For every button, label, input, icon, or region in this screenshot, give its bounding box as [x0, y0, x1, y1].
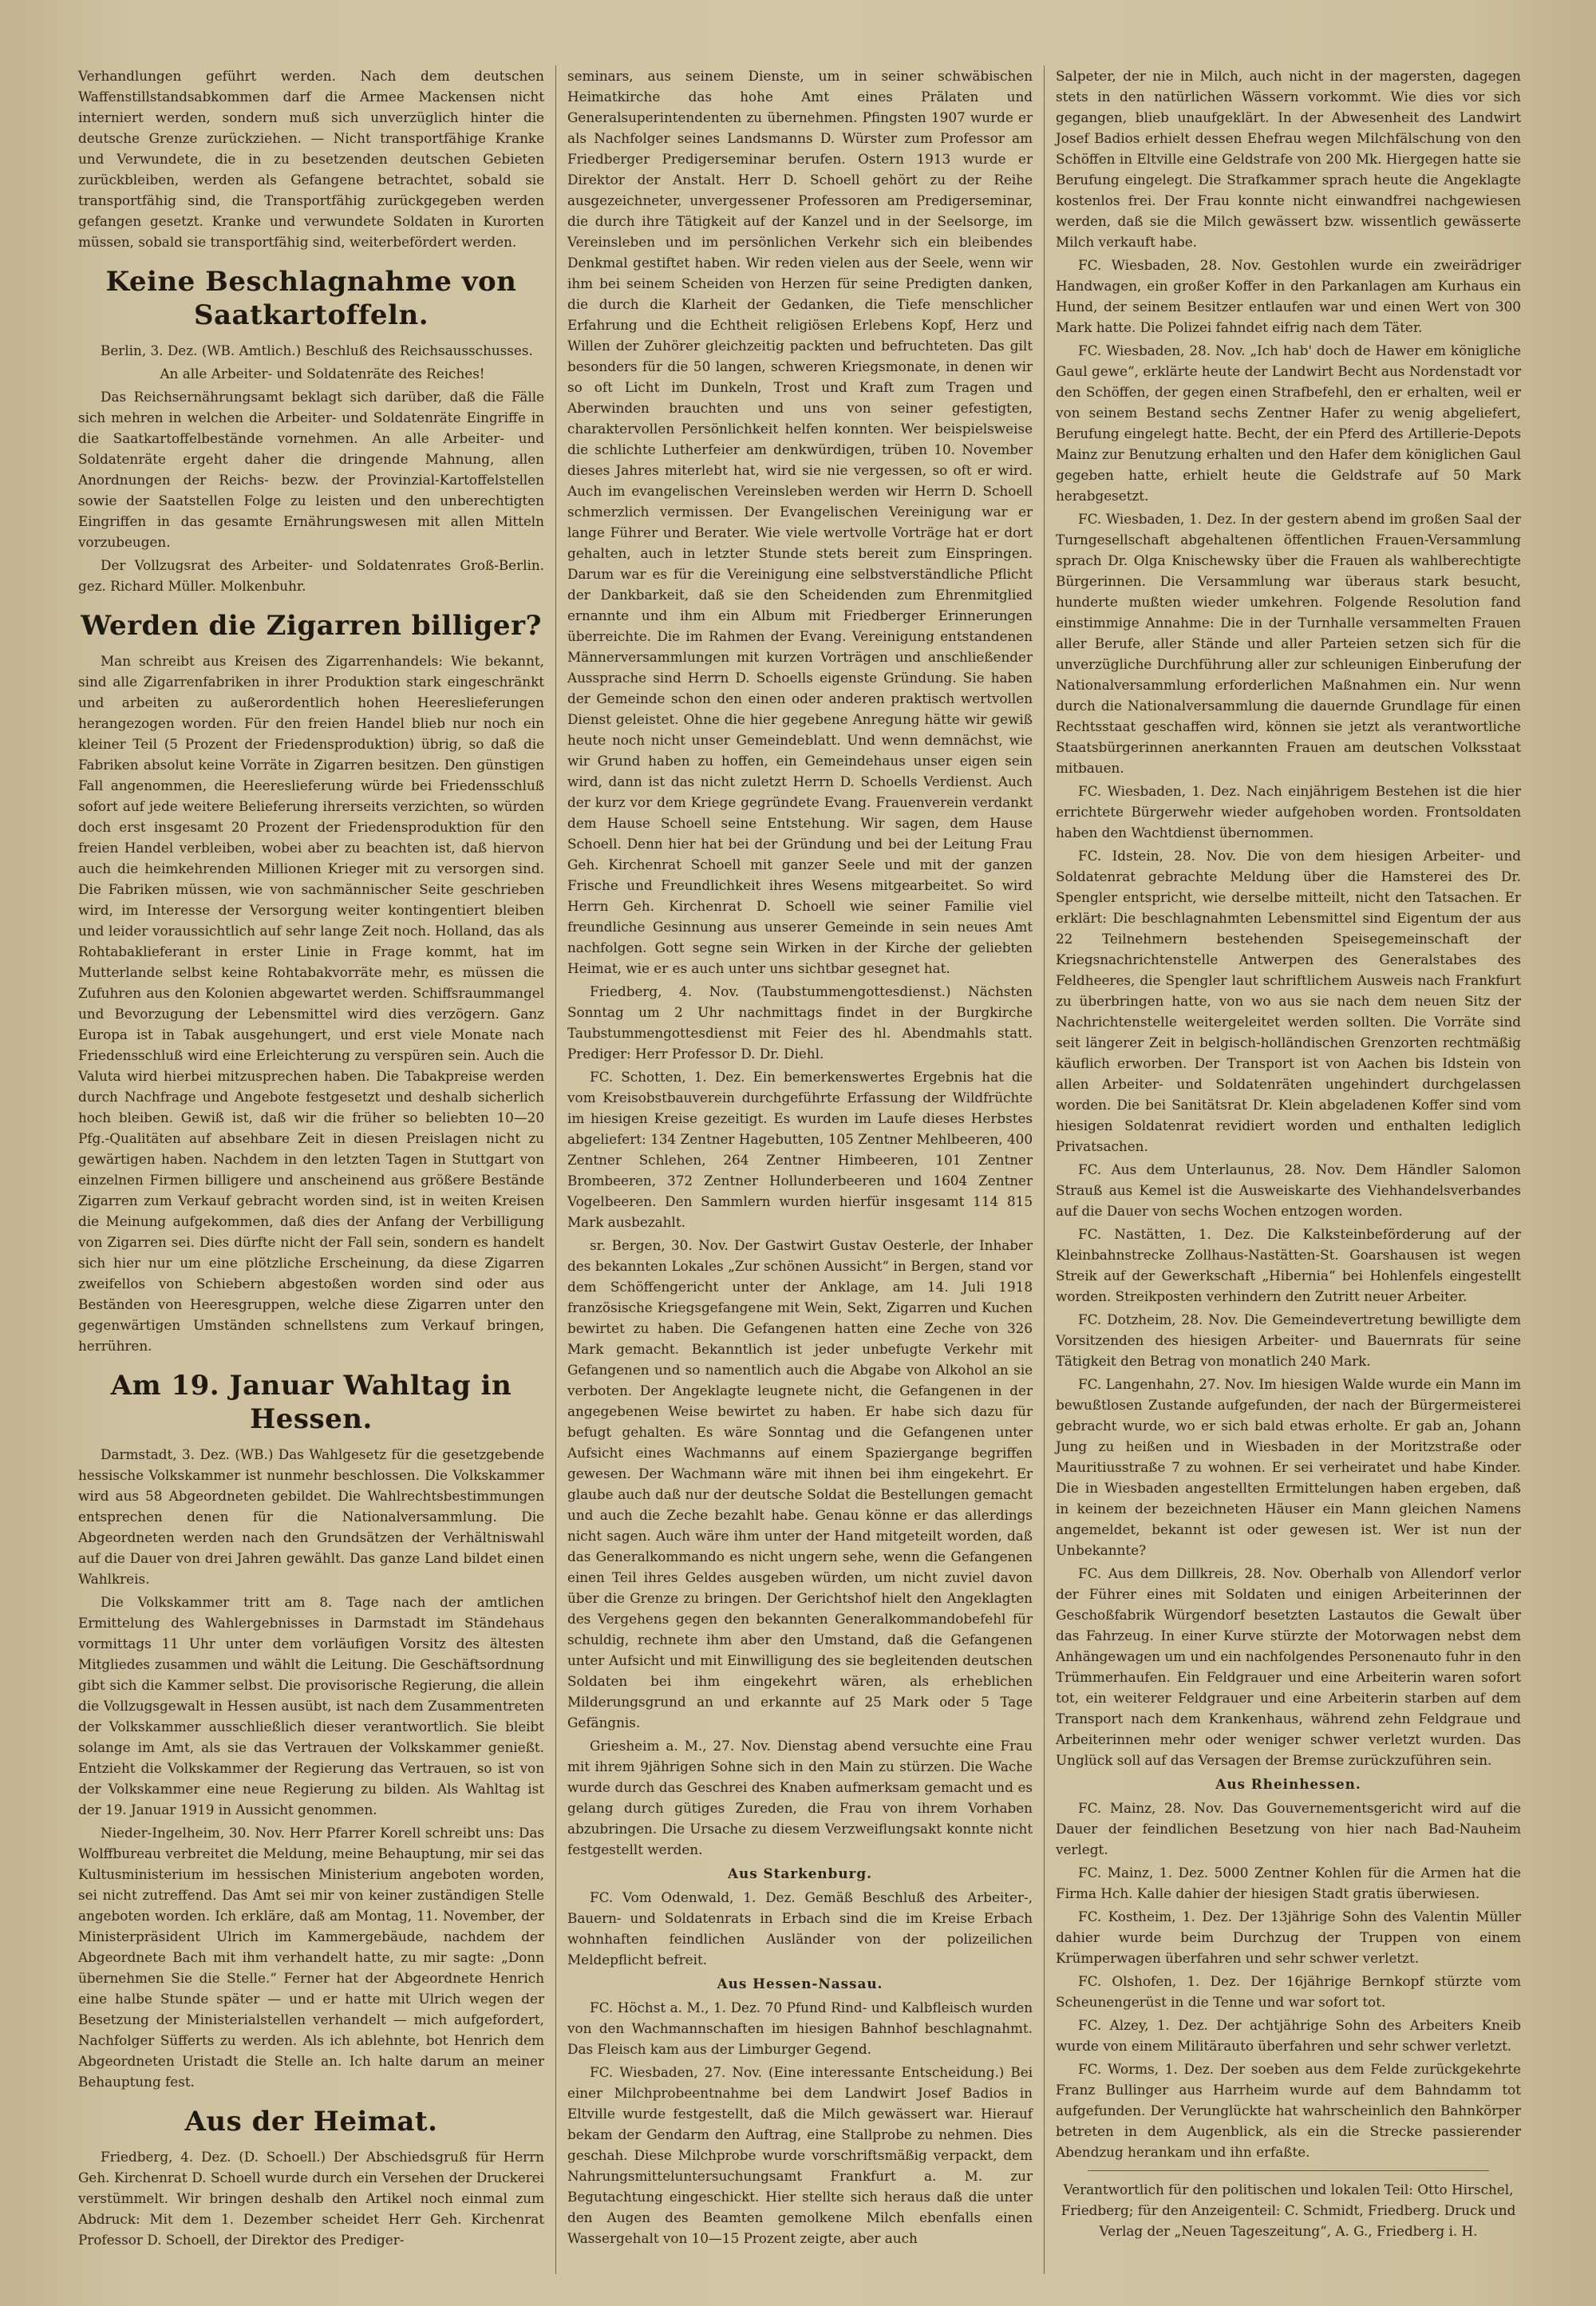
article-paragraph: Berlin, 3. Dez. (WB. Amtlich.) Beschluß des Reichsausschusses.: [101, 342, 533, 358]
article-paragraph: FC. Olshofen, 1. Dez. Der 16jährige Bernkopf stürzte vom Scheunengerüst in die Tenne und war sofort tot.: [1056, 1973, 1521, 2010]
headline-heimat: Aus der Heimat.: [184, 2106, 438, 2138]
column-3: [1044, 65, 1532, 2274]
article-paragraph: FC. Alzey, 1. Dez. Der achtjährige Sohn des Arbeiters Kneib wurde von einem Militärauto überfahren und sehr schwer verletzt.: [1056, 2017, 1521, 2054]
article-paragraph: Griesheim a. M., 27. Nov. Dienstag abend versuchte eine Frau mit ihrem 9jährigen Sohne sich in den Main zu stürzen. Die Wache wurde durch das Geschrei des Knaben aufmerksam gemacht und es gelang durch gütiges Zureden, die Frau von ihrem Vorhaben abzubringen. Die Ursache zu diesem Verzweiflungsakt konnte nicht festgestellt werden.: [567, 1738, 1033, 1857]
article-paragraph: FC. Höchst a. M., 1. Dez. 70 Pfund Rind- und Kalbfleisch wurden von den Wachmannschaften im hiesigen Bahnhof beschlagnahmt. Das Fleisch kam aus der Limburger Gegend.: [567, 1999, 1033, 2057]
imprint-footer: Verantwortlich für den politischen und lokalen Teil: Otto Hirschel, Friedberg; für den Anzeigenteil: C. Schmidt, Friedberg. Druck und Verlag der „Neuen Tageszeitung“, A. G., Friedberg i. H.: [1061, 2181, 1516, 2239]
article-paragraph: FC. Aus dem Unterlaunus, 28. Nov. Dem Händler Salomon Strauß aus Kemel ist die Ausweiskarte des Viehhandelsverbandes auf die Dauer von sechs Wochen entzogen worden.: [1056, 1161, 1521, 1219]
article-paragraph: An alle Arbeiter- und Soldatenräte des Reiches!: [160, 366, 485, 382]
headline-zigarren: Werden die Zigarren billiger?: [81, 610, 542, 642]
article-paragraph: seminars, aus seinem Dienste, um in seiner schwäbischen Heimatkirche das hohe Amt eines Prälaten und Generalsuperintendenten zu übernehmen. Pfingsten 1907 wurde er als Nachfolger seines Landsmanns D. Würster zum Professor am Friedberger Predigerseminar berufen. Ostern 1913 wurde er Direktor der Anstalt. Herr D. Schoell gehört zu der Reihe ausgezeichneter, unvergessener Professoren am Predigerseminar, die durch ihre Tätigkeit auf der Kanzel und in der Seelsorge, im Vereinsleben und im persönlichen Verkehr sich ein bleibendes Denkmal gestiftet haben. Wir reden vielen aus der Seele, wenn wir ihm bei seinem Scheiden von Herzen für seine Predigten danken, die durch die Klarheit der Gedanken, die Tiefe menschlicher Erfahrung und die Echtheit religiösen Erlebens Kopf, Herz und Willen der Zuhörer gleichzeitig packten und befruchteten. Das gilt besonders für die 50 langen, schweren Kriegsmonate, in denen wir so oft Licht im Dunkeln, Trost und Kraft zum Tragen und Aberwinden brauchten und uns von seiner gefestigten, charaktervollen Persönlichkeit helfen konnten. Wer beispielsweise die schlichte Lutherfeier am denkwürdigen, trüben 10. November dieses Jahres miterlebt hat, wird sie nie vergessen, so oft er wird. Auch im evangelischen Vereinsleben werden wir Herrn D. Schoell schmerzlich vermissen. Der Evangelischen Vereinigung war er lange Führer und Berater. Wie viele wertvolle Vorträge hat er dort gehalten, auch in letzter Stunde stets bereit zum Einspringen. Darum war es für die Vereinigung eine selbstverständliche Pflicht der Dankbarkeit, daß sie den Scheidenden zum Ehrenmitglied ernannte und ihm ein Album mit Friedberger Erinnerungen überreichte. Die im Rahmen der Evang. Vereinigung entstandenen Männerversammlungen mit kurzen Vorträgen und anschließender Aussprache sind Herrn D. Schoells eigenste Gründung. Sie haben der Gemeinde schon den einen oder anderen praktisch wertvollen Dienst geleistet. Ohne die hier gegebene Anregung hätte wir gewiß heute noch nicht unser Gemeindeblatt. Und wenn demnächst, wie wir Grund haben zu hoffen, ein Gemeindehaus unser eigen sein wird, dann ist das nicht zuletzt Herrn D. Schoells Verdienst. Auch der kurz vor dem Kriege gegründete Evang. Frauenverein verdankt dem Hause Schoell seine Entstehung. Wir sagen, dem Hause Schoell. Denn hier hat bei der Gründung und bei der Leitung Frau Geh. Kirchenrat Schoell mit ganzer Seele und mit der ganzen Frische und Freundlichkeit ihres Wesens mitgearbeitet. So wird Herrn Geh. Kirchenrat D. Schoell wie seiner Familie viel freundliche Gesinnung aus unserer Gemeinde in sein neues Amt nachfolgen. Gott segne sein Wirken in der Kirche der geliebten Heimat, wie er es auch unter uns sichtbar gesegnet hat.: [567, 68, 1033, 976]
article-paragraph: FC. Mainz, 1. Dez. 5000 Zentner Kohlen für die Armen hat die Firma Hch. Kalle dahier der hiesigen Stadt gratis überwiesen.: [1056, 1865, 1521, 1901]
article-paragraph: Friedberg, 4. Nov. (Taubstummengottesdienst.) Nächsten Sonntag um 2 Uhr nachmittags findet in der Burgkirche Taubstummengottesdienst mit Feier des hl. Abendmahls statt. Prediger: Herr Professor D. Dr. Diehl.: [567, 983, 1033, 1062]
article-paragraph: Verhandlungen geführt werden. Nach dem deutschen Waffenstillstandsabkommen darf die Armee Mackensen nicht interniert werden, sondern muß sich unverzüglich hinter die deutsche Grenze zurückziehen. — Nicht transportfähige Kranke und Verwundete, die in zu besetzenden deutschen Gebieten zurückbleiben, werden als Gefangene betrachtet, sobald sie transportfähig sind, die Transportfähig zurückgegeben werden gefangen gesetzt. Kranke und verwundete Soldaten in Kurorten müssen, sobald sie transportfähig sind, weiterbefördert werden.: [78, 68, 544, 250]
article-paragraph: Friedberg, 4. Dez. (D. Schoell.) Der Abschiedsgruß für Herrn Geh. Kirchenrat D. Schoell wurde durch ein Versehen der Druckerei verstümmelt. Wir bringen deshalb den Artikel noch einmal zum Abdruck: Mit dem 1. Dezember scheidet Herr Geh. Kirchenrat Professor D. Schoell, der Direktor des Prediger-: [78, 2149, 544, 2248]
article-paragraph: FC. Idstein, 28. Nov. Die von dem hiesigen Arbeiter- und Soldatenrat gebrachte Meldung über die Hamsterei des Dr. Spengler entspricht, wie derselbe mitteilt, nicht den Tatsachen. Er erklärt: Die beschlagnahmten Lebensmittel sind Eigentum der aus 22 Teilnehmern bestehenden Speisegemeinschaft der Kriegsnachrichtenstelle Antwerpen des Generalstabes des Feldheeres, die Spengler laut schriftlichem Ausweis nach Frankfurt zu überbringen hatte, von wo aus sie nach dem neuen Sitz der Nachrichtenstelle weitergeleitet werden sollten. Die Vorräte sind seit längerer Zeit in belgisch-holländischen Grenzorten rechtmäßig käuflich erworben. Der Transport ist von Aachen bis Idstein von allen Arbeiter- und Soldatenräten ungehindert durchgelassen worden. Die bei Sanitätsrat Dr. Klein abgeladenen Koffer sind vom hiesigen Soldatenrat revidiert worden und enthalten lediglich Privatsachen.: [1056, 848, 1521, 1154]
section-heading-starkenburg: Aus Starkenburg.: [728, 1865, 872, 1881]
article-paragraph: FC. Worms, 1. Dez. Der soeben aus dem Felde zurückgekehrte Franz Bullinger aus Harrheim wurde auf dem Bahndamm tot aufgefunden. Der Verunglückte hat wahrscheinlich den Bahnkörper betreten in dem Augenblick, als ein die Strecke passierender Abendzug herankam und ihn erfaßte.: [1056, 2061, 1521, 2160]
article-paragraph: FC. Kostheim, 1. Dez. Der 13jährige Sohn des Valentin Müller dahier wurde beim Durchzug der Truppen von einem Krümperwagen überfahren und sehr schwer verletzt.: [1056, 1908, 1521, 1966]
article-paragraph: Die Volkskammer tritt am 8. Tage nach der amtlichen Ermittelung des Wahlergebnisses in Darmstadt im Ständehaus vormittags 11 Uhr unter dem vorläufigen Vorsitz des ältesten Mitgliedes zusammen und wählt die Leitung. Die Geschäftsordnung gibt sich die Kammer selbst. Die provisorische Regierung, die allein die Vollzugsgewalt in Hessen ausübt, ist nach dem Zusammentreten der Volkskammer ausschließlich dieser verantwortlich. Sie bleibt solange im Amt, als sie das Vertrauen der Volkskammer genießt. Entzieht die Volkskammer der Regierung das Vertrauen, so ist von der Volkskammer eine neue Regierung zu bilden. Als Wahltag ist der 19. Januar 1919 in Aussicht genommen.: [78, 1594, 544, 1818]
article-paragraph: FC. Dotzheim, 28. Nov. Die Gemeindevertretung bewilligte dem Vorsitzenden des hiesigen Arbeiter- und Bauernrats für seine Tätigkeit den Betrag von monatlich 240 Mark.: [1056, 1311, 1521, 1369]
headline-saatkartoffeln: Keine Beschlagnahme von Saatkartoffeln.: [105, 266, 517, 331]
article-paragraph: Man schreibt aus Kreisen des Zigarrenhandels: Wie bekannt, sind alle Zigarrenfabriken in ihrer Produktion stark eingeschränkt und arbeiten zu außerordentlich hohen Heereslieferungen herangezogen worden. Für den freien Handel blieb nur noch ein kleiner Teil (5 Prozent der Friedensproduktion) übrig, so daß die Fabriken absolut keine Vorräte in Zigarren besitzen. Den günstigen Fall angenommen, die Heereslieferung würde bei Friedensschluß sofort auf jede weitere Belieferung ihrerseits verzichten, so würden doch erst insgesamt 20 Prozent der Friedensproduktion für den freien Handel verbleiben, wobei aber zu beachten ist, daß hiervon auch die heimkehrenden Millionen Krieger mit zu versorgen sind. Die Fabriken müssen, wie von sachmännischer Seite geschrieben wird, im Interesse der Versorgung weiter kontingentiert bleiben und leider voraussichtlich auf sehr lange Zeit noch. Holland, das als Rohtabaklieferant in erster Linie in Frage kommt, hat im Mutterlande selbst keine Rohtabakvorräte mehr, es müssen die Zufuhren aus den Kolonien abgewartet werden. Schiffsraummangel und Bevorzugung der Lebensmittel wird dies verzögern. Ganz Europa ist in Tabak ausgehungert, und erst viele Monate nach Friedensschluß wird eine Erleichterung zu verspüren sein. Auch die Valuta wird hierbei mitzusprechen haben. Die Tabakpreise werden durch Nachfrage und Angebote festgesetzt und deshalb sicherlich hoch bleiben. Gewiß ist, daß wir die früher so beliebten 10—20 Pfg.-Qualitäten auf absehbare Zeit in diesen Preislagen nicht zu gewärtigen haben. Nachdem in den letzten Tagen in Stuttgart von einzelnen Firmen billigere und anscheinend aus größere Bestände Zigarren zum Verkauf gebracht worden sind, ist in weiten Kreisen die Meinung aufgekommen, daß dies der Anfang der Verbilligung von Zigarren sei. Dies dürfte nicht der Fall sein, sondern es handelt sich hier nur um eine plötzliche Erscheinung, da diese Zigarren zweifellos von Schiebern abgestoßen worden sind oder aus Beständen von Heeresgruppen, welche diese Zigarren unter den gegenwärtigen Umständen schnellstens zum Verkauf bringen, herrühren.: [78, 653, 544, 1354]
article-paragraph: Salpeter, der nie in Milch, auch nicht in der magersten, dagegen stets in den natürlichen Wässern vorkommt. Wie dies vor sich gegangen, blieb unaufgeklärt. In der Abwesenheit des Landwirt Josef Badios erhielt dessen Ehefrau wegen Milchfälschung von den Schöffen in Eltville eine Geldstrafe von 200 Mk. Hiergegen hatte sie Berufung eingelegt. Die Strafkammer sprach heute die Angeklagte kostenlos frei. Der Frau konnte nicht einwandfrei nachgewiesen werden, daß sie die Milch gewässert bzw. wissentlich gewässerte Milch verkauft habe.: [1056, 68, 1521, 250]
column-2: [555, 65, 1044, 2274]
headline-wahltag: Am 19. Januar Wahltag in Hessen.: [110, 1370, 512, 1435]
article-paragraph: Das Reichsernährungsamt beklagt sich darüber, daß die Fälle sich mehren in welchen die Arbeiter- und Soldatenräte Eingriffe in die Saatkartoffelbestände vornehmen. An alle Arbeiter- und Soldatenräte ergeht daher die dringende Mahnung, allen Anordnungen der Reichs- bezw. der Provinzial-Kartoffelstellen sowie der Saatstellen Folge zu leisten und den unberechtigten Eingriffen in das gesamte Ernährungswesen mit allen Mitteln vorzubeugen.: [78, 389, 544, 550]
article-paragraph: Nieder-Ingelheim, 30. Nov. Herr Pfarrer Korell schreibt uns: Das Wolffbureau verbreitet die Meldung, meine Behauptung, mir sei das Kultusministerium im hessischen Ministerium angeboten worden, sei nicht zutreffend. Das Amt sei mir von keiner zuständigen Stelle angeboten worden. Ich erkläre, daß am Montag, 11. November, der Ministerpräsident Ulrich im Kammergebäude, nachdem der Abgeordnete Bach mit ihm verhandelt hatte, zu mir sagte: „Donn übernehmen Sie die Stelle.“ Ferner hat der Abgeordnete Henrich eine halbe Stunde später — und er hatte mit Ulrich wegen der Besetzung der Ministerialstellen verhandelt — mich aufgefordert, Nachfolger Süfferts zu werden. Als ich ablehnte, bot Henrich dem Abgeordneten Uristadt die Stelle an. Ich halte darum an meiner Behauptung fest.: [78, 1825, 544, 2090]
article-paragraph: FC. Langenhahn, 27. Nov. Im hiesigen Walde wurde ein Mann im bewußtlosen Zustande aufgefunden, der nach der Bürgermeisterei gebracht wurde, wo er sich bald etwas erholte. Er gab an, Johann Jung zu heißen und in Wiesbaden in der Moritzstraße oder Mauritiusstraße 7 zu wohnen. Er sei verheiratet und habe Kinder. Die in Wiesbaden angestellten Ermittelungen haben ergeben, daß in keinem der bezeichneten Häuser ein Mann gleichen Namens angemeldet, bekannt ist oder gewesen ist. Wer ist nun der Unbekannte?: [1056, 1376, 1521, 1558]
article-paragraph: Darmstadt, 3. Dez. (WB.) Das Wahlgesetz für die gesetzgebende hessische Volkskammer ist nunmehr beschlossen. Die Volkskammer wird aus 58 Abgeordneten gebildet. Die Wahlrechtsbestimmungen entsprechen denen für die Nationalversammlung. Die Abgeordneten werden nach den Grundsätzen der Verhältniswahl auf die Dauer von drei Jahren gewählt. Das ganze Land bildet einen Wahlkreis.: [78, 1446, 544, 1587]
article-paragraph: FC. Aus dem Dillkreis, 28. Nov. Oberhalb von Allendorf verlor der Führer eines mit Soldaten und einigen Arbeiterinnen der Geschoßfabrik Würgendorf besetzten Lastautos die Gewalt über das Fahrzeug. In einer Kurve stürzte der Motorwagen nebst dem Anhängewagen um und ein nachfolgendes Personenauto fuhr in den Trümmerhaufen. Ein Feldgrauer und eine Arbeiterin waren sofort tot, ein weiterer Feldgrauer und eine Arbeiterin starben auf dem Transport nach dem Krankenhaus, während zehn Feldgraue und Arbeiterinnen mehr oder weniger schwer verletzt wurden. Das Unglück soll auf das Versagen der Bremse zurückzuführen sein.: [1056, 1565, 1521, 1768]
article-paragraph: FC. Wiesbaden, 27. Nov. (Eine interessante Entscheidung.) Bei einer Milchprobeentnahme bei dem Landwirt Josef Badios in Eltville wurde festgestellt, daß die Milch gewässert war. Hierauf bekam der Gendarm den Auftrag, eine Stallprobe zu nehmen. Dies geschah. Diese Milchprobe wurde vorschriftsmäßig verpackt, dem Nahrungsmitteluntersuchungsamt Frankfurt a. M. zur Begutachtung eingeschickt. Hier stellte sich heraus daß die unter den Augen des Beamten gemolkene Milch ebenfalls einen Wassergehalt von 10—15 Prozent zeigte, aber auch: [567, 2064, 1033, 2246]
column-1: [67, 65, 555, 2274]
article-paragraph: FC. Wiesbaden, 28. Nov. „Ich hab' doch de Hawer em königliche Gaul gewe“, erklärte heute der Landwirt Becht aus Nordenstadt vor den Schöffen, der gegen einen Strafbefehl, den er erhalten, weil er von seinem Bestand sechs Zentner Hafer zu wenig abgeliefert, Berufung eingelegt hatte. Becht, der ein Pferd des Artillerie-Depots Mainz zur Benutzung erhalten und den Hafer dem königlichen Gaul gegeben hatte, erhielt heute die Geldstrafe auf 50 Mark herabgesetzt.: [1056, 342, 1521, 504]
article-paragraph: FC. Nastätten, 1. Dez. Die Kalksteinbeförderung auf der Kleinbahnstrecke Zollhaus-Nastätten-St. Goarshausen ist wegen Streik auf der Gewerkschaft „Hibernia“ bei Hohlenfels eingestellt worden. Streikposten verhindern den Zutritt neuer Arbeiter.: [1056, 1226, 1521, 1304]
footer-divider: [1088, 2170, 1489, 2171]
signature-line: Der Vollzugsrat des Arbeiter- und Soldatenrates Groß-Berlin. gez. Richard Müller. Molkenbuhr.: [78, 557, 544, 594]
article-paragraph: FC. Vom Odenwald, 1. Dez. Gemäß Beschluß des Arbeiter-, Bauern- und Soldatenrats in Erbach sind die im Kreise Erbach wohnhaften feindlichen Ausländer von der polizeilichen Meldepflicht befreit.: [567, 1889, 1033, 1968]
columns: [67, 65, 1556, 2274]
section-heading-hessen-nassau: Aus Hessen-Nassau.: [717, 1976, 883, 1992]
article-paragraph: FC. Wiesbaden, 1. Dez. In der gestern abend im großen Saal der Turngesellschaft abgehaltenen öffentlichen Frauen-Versammlung sprach Dr. Olga Knischewsky über die Frauen als wahlberechtigte Bürgerinnen. Die Versammlung war überaus stark besucht, hunderte mußten wieder umkehren. Folgende Resolution fand einstimmige Annahme: Die in der Turnhalle versammelten Frauen aller Berufe, aller Stände und aller Parteien setzen sich für die unverzügliche Durchführung aller zur schleunigen Einberufung der Nationalversammlung erforderlichen Maßnahmen ein. Nur wenn durch die Nationalversammlung die dauernde Grundlage für einen Rechtsstaat geschaffen wird, können sie jetzt als verantwortliche Staatsbürgerinnen anerkannten Frauen am deutschen Volksstaat mitbauen.: [1056, 511, 1521, 776]
article-paragraph: FC. Schotten, 1. Dez. Ein bemerkenswertes Ergebnis hat die vom Kreisobstbauverein durchgeführte Erfassung der Wildfrüchte im hiesigen Kreise gezeitigt. Es wurden im Laufe dieses Herbstes abgeliefert: 134 Zentner Hagebutten, 105 Zentner Mehlbeeren, 400 Zentner Schlehen, 264 Zentner Himbeeren, 101 Zentner Brombeeren, 372 Zentner Hollunderbeeren und 1604 Zentner Vogelbeeren. Den Sammlern wurden hierfür insgesamt 114 815 Mark ausbezahlt.: [567, 1069, 1033, 1230]
article-paragraph: sr. Bergen, 30. Nov. Der Gastwirt Gustav Oesterle, der Inhaber des bekannten Lokales „Zur schönen Aussicht“ in Bergen, stand vor dem Schöffengericht unter der Anklage, am 14. Juli 1918 französische Kriegsgefangene mit Wein, Sekt, Zigarren und Kuchen bewirtet zu haben. Die Gefangenen hatten eine Zeche von 326 Mark gemacht. Bekanntlich ist jeder unbefugte Verkehr mit Gefangenen und so namentlich auch die Abgabe von Alkohol an sie verboten. Der Angeklagte leugnete nicht, die Gefangenen in der angegebenen Weise bewirtet zu haben. Er habe sich dazu für befugt gehalten. Es wäre Sonntag und die Gefangenen unter Aufsicht eines Wachmanns auf einem Spaziergange begriffen gewesen. Der Wachmann wäre mit ihnen bei ihm eingekehrt. Er glaube auch daß nur der deutsche Soldat die Bestellungen gemacht und auch die Zeche bezahlt habe. Genau könne er das allerdings nicht sagen. Auch wäre ihm unter der Hand mitgeteilt worden, daß das Generalkommando es nicht ungern sehe, wenn die Gefangenen einen Teil ihres Geldes ausgeben würden, um nicht zuviel davon über die Grenze zu bringen. Der Gerichtshof hielt den Angeklagten des Vergehens gegen den bekannten Generalkommandobefehl für schuldig, rechnete ihm aber den Umstand, daß die Gefangenen unter Aufsicht und mit Einwilligung des sie begleitenden deutschen Soldaten bei ihm eingekehrt wären, als erheblichen Milderungsgrund an und erkannte auf 25 Mark oder 5 Tage Gefängnis.: [567, 1237, 1033, 1730]
article-paragraph: FC. Wiesbaden, 1. Dez. Nach einjährigem Bestehen ist die hier errichtete Bürgerwehr wieder aufgehoben worden. Frontsoldaten haben den Wachtdienst übernommen.: [1056, 783, 1521, 841]
article-paragraph: FC. Mainz, 28. Nov. Das Gouvernementsgericht wird auf die Dauer der feindlichen Besetzung von hier nach Bad-Nauheim verlegt.: [1056, 1800, 1521, 1857]
article-paragraph: FC. Wiesbaden, 28. Nov. Gestohlen wurde ein zweirädriger Handwagen, ein großer Koffer in den Parkanlagen am Kurhaus ein Hund, der seinem Besitzer entlaufen war und einen Wert von 300 Mark hatte. Die Polizei fahndet eifrig nach dem Täter.: [1056, 257, 1521, 335]
section-heading-rheinhessen: Aus Rheinhessen.: [1215, 1776, 1361, 1792]
